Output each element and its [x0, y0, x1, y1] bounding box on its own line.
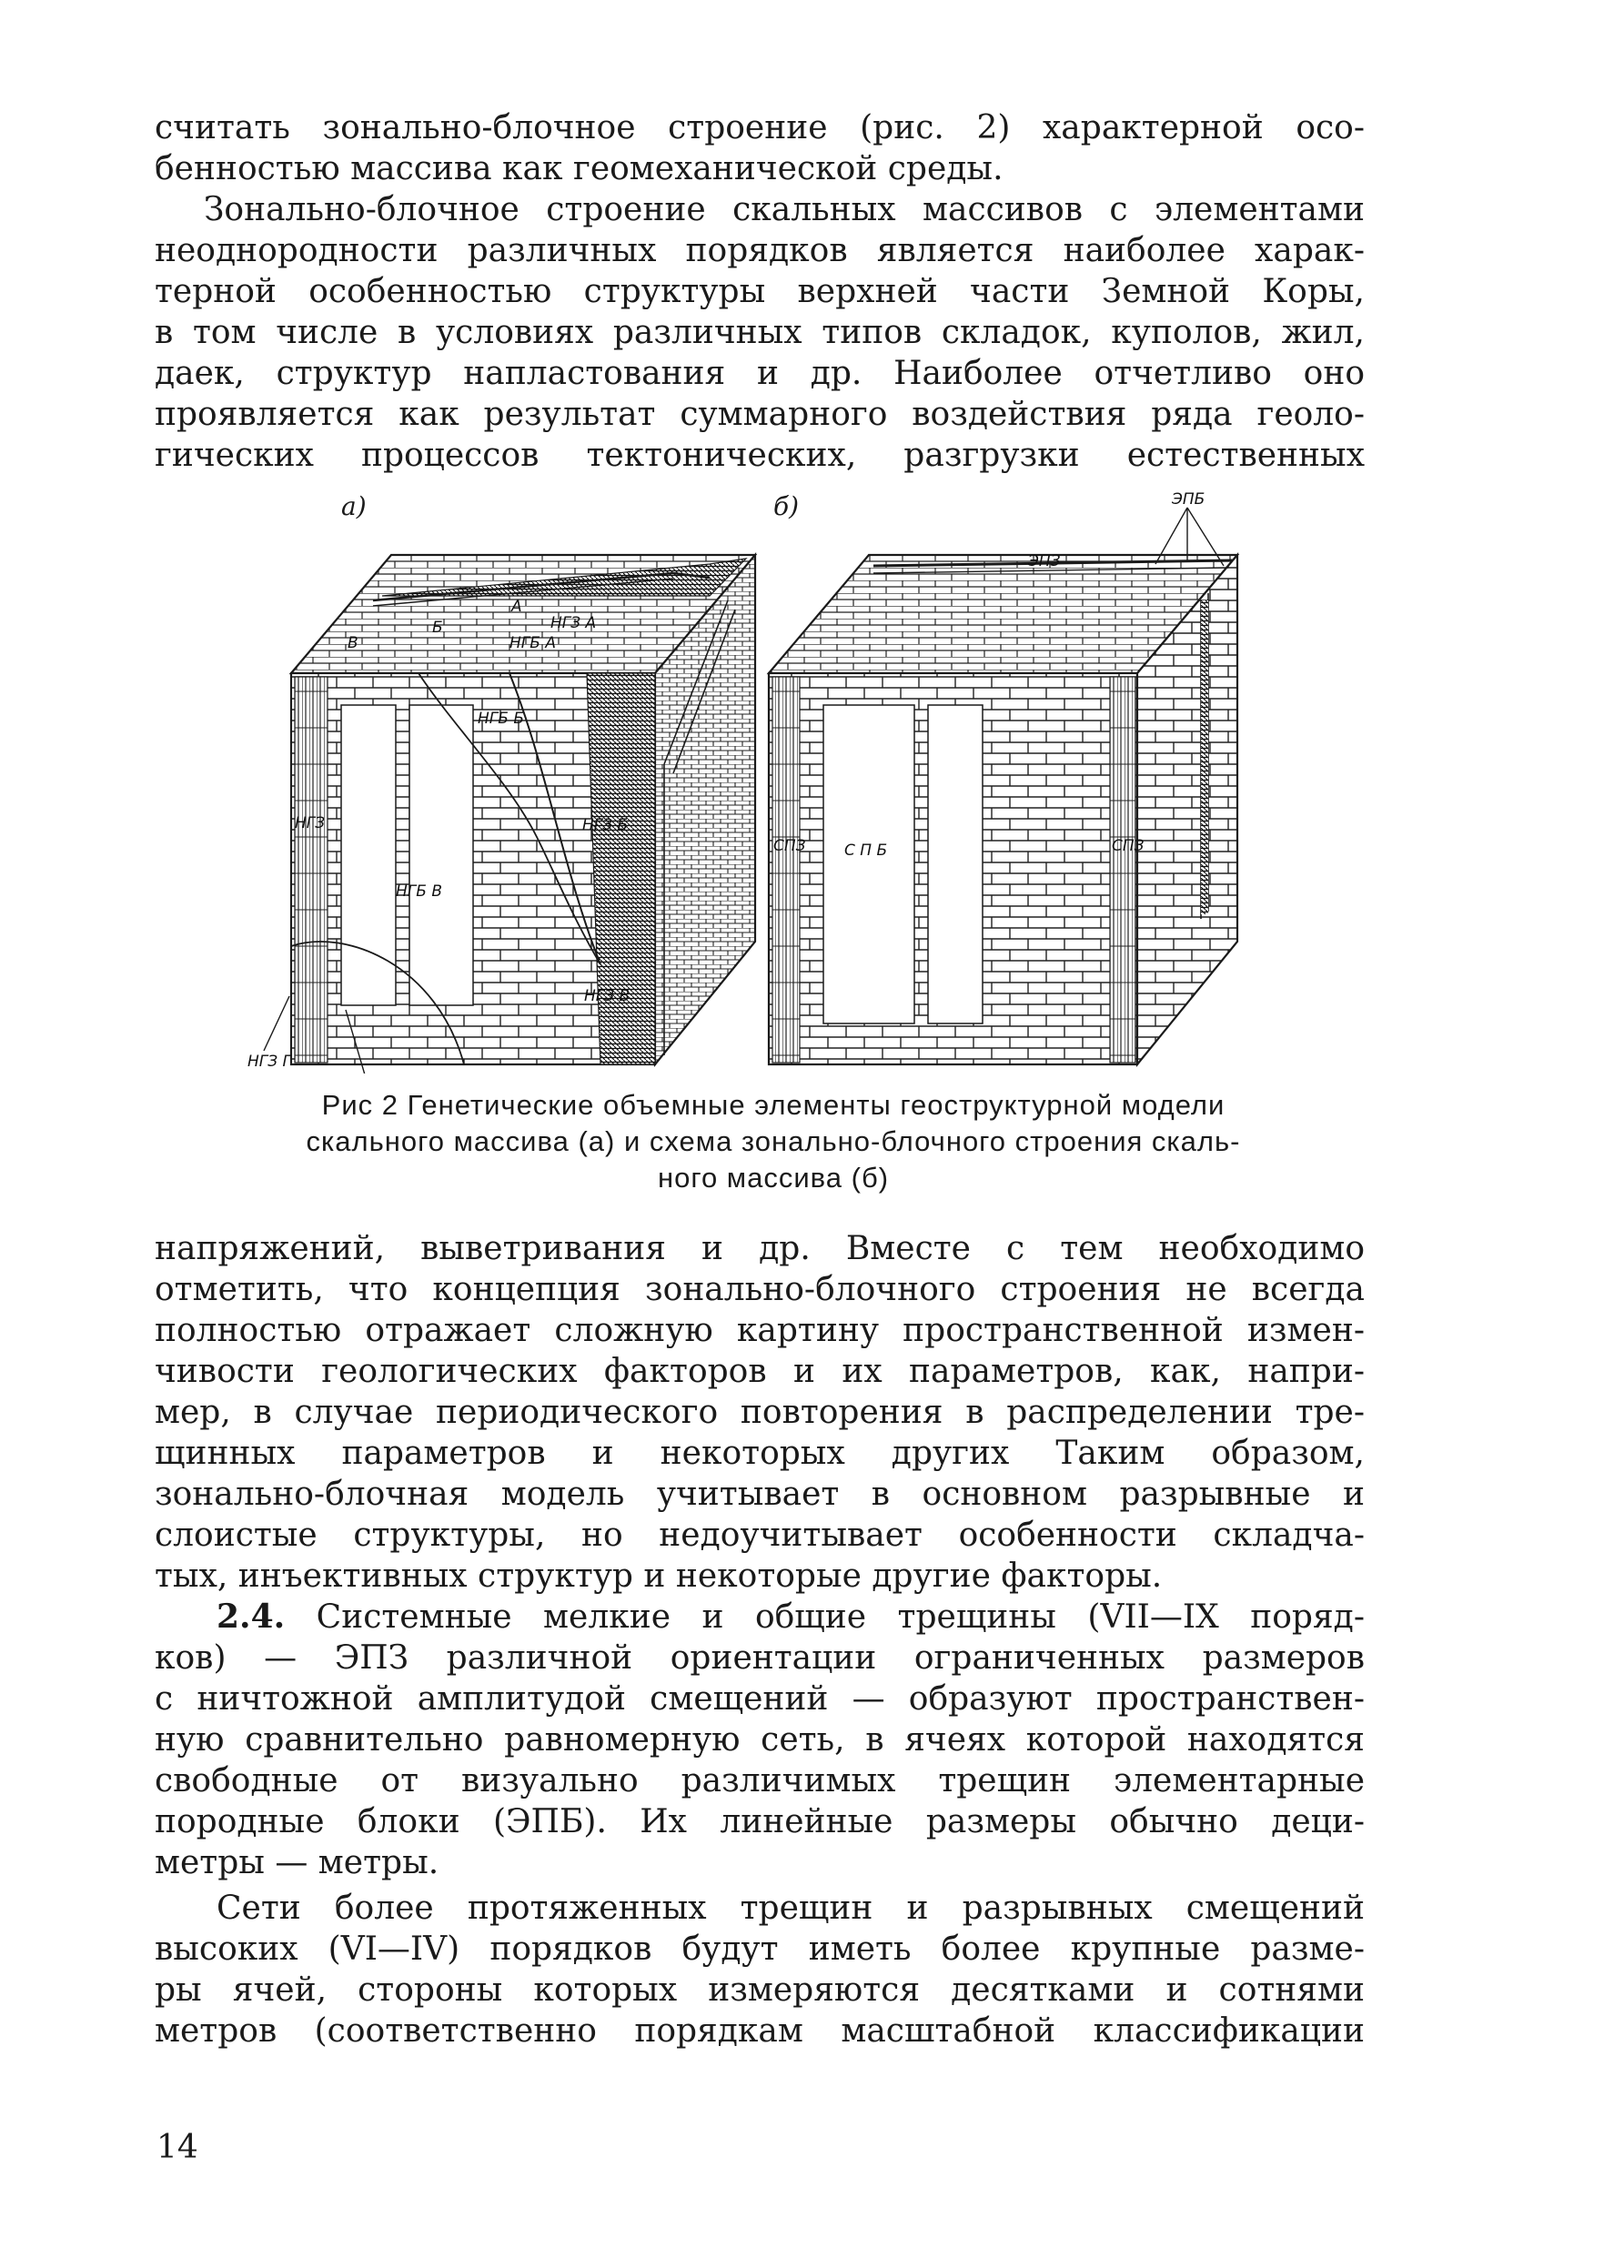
- label-v: В: [348, 634, 358, 652]
- text-line: свободные от визуально различимых трещин элементарные: [155, 1762, 1365, 1799]
- page-number: 14: [156, 2129, 198, 2166]
- text-line: отметить, что концепция зонально-блочного строения не всегда: [155, 1271, 1365, 1308]
- block-diagrams: [237, 491, 1274, 1074]
- label-spz-left: СПЗ: [773, 837, 806, 855]
- label-ngb-v: НГБ В: [396, 882, 442, 901]
- text-line: в том числе в условиях различных типов складок, куполов, жил,: [155, 314, 1365, 351]
- label-ngz-a: НГЗ А: [550, 614, 597, 632]
- figure-2: [237, 491, 1274, 1074]
- cube-a: [264, 555, 755, 1074]
- section-number: 2.4.: [217, 1598, 286, 1636]
- text-line: метры — метры.: [155, 1844, 439, 1881]
- text-line: проявляется как результат суммарного воздействия ряда геоло-: [155, 396, 1365, 433]
- text-line: с ничтожной амплитудой смещений — образуют пространствен-: [155, 1680, 1365, 1718]
- label-ngz-b: НГЗ Б: [582, 816, 629, 834]
- text-line: напряжений, выветривания и др. Вместе с тем необходимо: [155, 1230, 1365, 1267]
- paragraph-1: [155, 107, 1365, 189]
- figure-label-b: б): [773, 491, 800, 521]
- label-epz: ЭПЗ: [1028, 552, 1061, 570]
- label-a: А: [511, 598, 522, 616]
- text-line: породные блоки (ЭПБ). Их линейные размеры обычно деци-: [155, 1803, 1365, 1840]
- label-ngb-a: НГБ А: [509, 634, 556, 652]
- text-line: считать зонально-блочное строение (рис. 2) характерной осо-: [155, 109, 1365, 146]
- figure-caption: [182, 1087, 1365, 1196]
- caption-line: скального массива (а) и схема зонально-блочного строения скаль-: [306, 1125, 1241, 1157]
- text-line: Сети более протяженных трещин и разрывных смещений: [217, 1890, 1365, 1927]
- label-b: Б: [432, 619, 443, 637]
- label-ngz-v: НГЗ В: [584, 987, 630, 1005]
- label-ngz-g: НГЗ Г: [247, 1053, 292, 1071]
- text-line: ков) — ЭПЗ различной ориентации ограниченных размеров: [155, 1639, 1365, 1677]
- text-line: неоднородности различных порядков является наиболее харак-: [155, 232, 1365, 269]
- text-line: мер, в случае периодического повторения в распределении тре-: [155, 1394, 1365, 1431]
- figure-label-a: а): [341, 491, 367, 521]
- text-line: гических процессов тектонических, разгрузки естественных: [155, 437, 1365, 474]
- text-line: чивости геологических факторов и их параметров, как, напри-: [155, 1353, 1365, 1390]
- label-ngz: НГЗ: [295, 814, 326, 832]
- caption-line: Рис 2 Генетические объемные элементы геоструктурной модели: [321, 1089, 1226, 1121]
- label-ngb-b: НГБ Б: [478, 710, 524, 728]
- text-line: тых, инъективных структур и некоторые другие факторы.: [155, 1557, 1163, 1595]
- text-fragment: Системные мелкие и общие трещины (VII—IX поряд-: [285, 1598, 1365, 1636]
- text-line: Зонально-блочное строение скальных массивов с элементами: [204, 191, 1365, 228]
- text-line: даек, структур напластования и др. Наиболее отчетливо оно: [155, 355, 1365, 392]
- caption-line: ного массива (б): [657, 1162, 890, 1194]
- text-line: полностью отражает сложную картину пространственной измен-: [155, 1312, 1365, 1349]
- text-line: зонально-блочная модель учитывает в основном разрывные и: [155, 1476, 1365, 1513]
- text-line: терной особенностью структуры верхней части Земной Коры,: [155, 273, 1365, 310]
- cube-b: [769, 508, 1237, 1064]
- text-line: ры ячей, стороны которых измеряются десятками и сотнями: [155, 1971, 1365, 2009]
- paragraph-5: [155, 1888, 1365, 2051]
- paragraph-3: [155, 1228, 1365, 1597]
- paragraph-2: [155, 189, 1365, 476]
- label-spz-right: СПЗ: [1112, 837, 1145, 855]
- text-line: щинных параметров и некоторых других Таким образом,: [155, 1435, 1365, 1472]
- paragraph-4: [155, 1597, 1365, 1883]
- text-line: высоких (VI—IV) порядков будут иметь более крупные разме-: [155, 1930, 1365, 1968]
- text-line: [155, 1597, 1365, 1638]
- text-line: метров (соответственно порядкам масштабной классификации: [155, 2012, 1365, 2050]
- label-spb: С П Б: [844, 842, 888, 860]
- text-line: бенностью массива как геомеханической среды.: [155, 150, 1004, 187]
- text-line: ную сравнительно равномерную сеть, в ячеях которой находятся: [155, 1721, 1365, 1759]
- text-line: слоистые структуры, но недоучитывает особенности складча-: [155, 1517, 1365, 1554]
- label-epb: ЭПБ: [1172, 491, 1205, 509]
